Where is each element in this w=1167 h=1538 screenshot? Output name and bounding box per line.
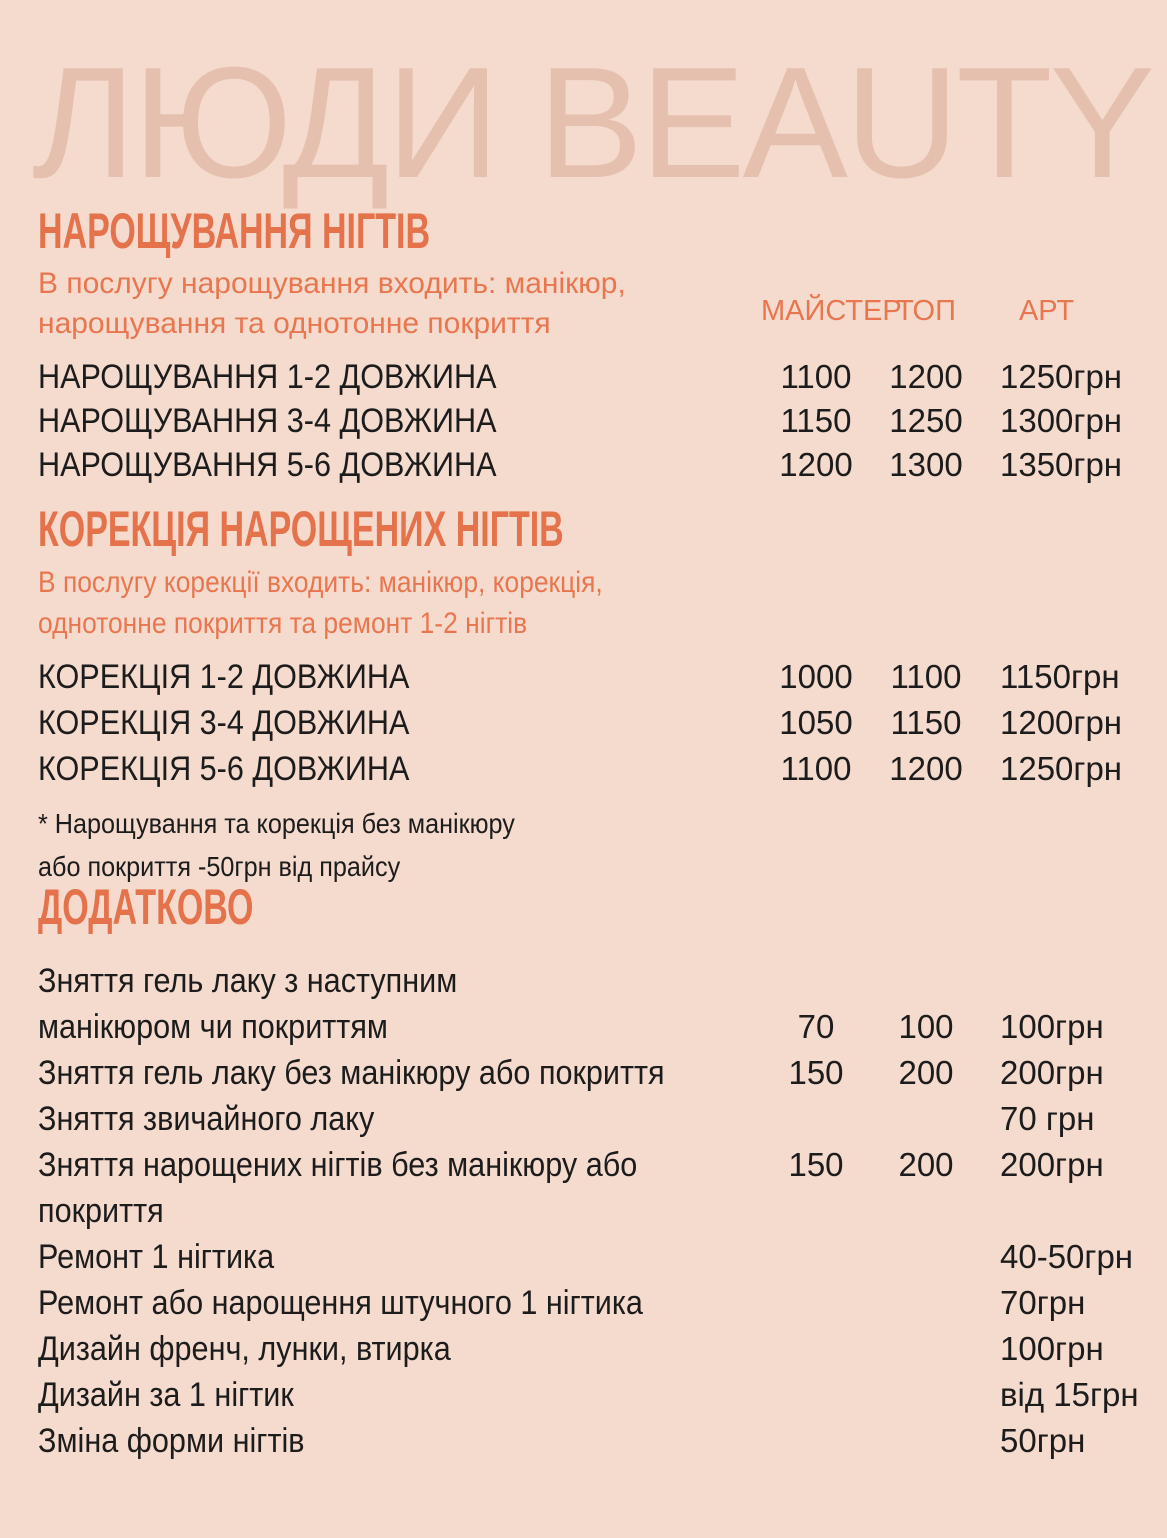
service-name: Зняття гель лаку без манікюру або покриття [38,1054,665,1092]
section-rows [38,658,1123,796]
section-rows [38,358,1123,490]
price-art: 70грн [1000,1284,1086,1321]
section-description-line: В послугу нарощування входить: манікюр, [38,267,626,300]
column-header-top: ТОП [896,295,956,327]
price-row [38,446,1123,490]
price-row [38,1376,1139,1422]
price-top: 1250 [889,402,963,439]
service-name: Дизайн за 1 нігтик [38,1376,294,1414]
price-row [38,1054,1112,1100]
service-name: манікюром чи покриттям [38,1008,388,1046]
price-top: 100 [898,1008,954,1045]
price-row [38,1100,1112,1146]
price-row [38,1192,1112,1238]
service-name: НАРОЩУВАННЯ 5-6 ДОВЖИНА [38,446,497,484]
service-name: НАРОЩУВАННЯ 3-4 ДОВЖИНА [38,402,497,440]
section-description-line: однотонне покриття та ремонт 1-2 нігтів [38,607,528,640]
footnote-line: або покриття -50грн від прайсу [38,851,401,882]
service-name: покриття [38,1192,164,1230]
price-master: 1200 [779,446,853,483]
column-header-art: АРТ [1018,295,1075,327]
price-section [38,501,1123,888]
price-section [38,879,1139,1468]
price-row [38,750,1123,796]
section-description-line: нарощування та однотонне покриття [38,307,551,340]
price-master: 1150 [780,402,852,439]
price-art: 200грн [1000,1054,1104,1091]
service-name: КОРЕКЦІЯ 3-4 ДОВЖИНА [38,704,410,742]
price-master: 70 [797,1008,835,1045]
price-art: 1250грн [1000,358,1123,395]
price-art: 100грн [1000,1008,1104,1045]
section-description-line: В послугу корекції входить: манікюр, корекція, [38,566,603,599]
price-row [38,1422,1112,1468]
price-row [38,704,1123,750]
price-top: 1200 [889,750,963,787]
price-master: 1050 [779,704,853,741]
column-header-master: МАЙСТЕР [761,295,902,327]
service-name: Ремонт або нарощення штучного 1 нігтика [38,1284,643,1322]
price-section [38,203,1123,490]
price-art: 70 грн [1000,1100,1095,1137]
service-name: Зняття гель лаку з наступним [38,962,458,1000]
section-description [38,562,1112,644]
price-top: 200 [898,1146,954,1183]
price-top: 1100 [890,658,962,695]
price-art: 50грн [1000,1422,1086,1459]
price-art: 100грн [1000,1330,1104,1367]
price-top: 1200 [889,358,963,395]
price-row [38,1008,1112,1054]
price-row [38,402,1123,446]
price-art: 1250грн [1000,750,1123,787]
section-title: ДОДАТКОВО [38,879,254,935]
price-top: 200 [898,1054,954,1091]
price-art: 1350грн [1000,446,1123,483]
price-row [38,962,1112,1008]
price-art: 1150грн [1000,658,1120,695]
price-art: від 15грн [1000,1376,1139,1413]
service-name: КОРЕКЦІЯ 1-2 ДОВЖИНА [38,658,410,696]
price-art: 1200грн [1000,704,1123,741]
service-name: Зміна форми нігтів [38,1422,305,1460]
section-rows [38,962,1139,1468]
price-row [38,658,1120,704]
brand-watermark: ЛЮДИ BEAUTY [32,35,1152,211]
service-name: Зняття звичайного лаку [38,1100,375,1138]
price-master: 150 [788,1054,844,1091]
price-master: 1000 [779,658,853,695]
section-title: НАРОЩУВАННЯ НІГТІВ [38,203,431,259]
price-master: 1100 [780,358,852,395]
price-row [38,1238,1134,1284]
price-art: 200грн [1000,1146,1104,1183]
price-row [38,1330,1112,1376]
price-row [38,1146,1112,1192]
section-footnote [38,802,1112,888]
service-name: НАРОЩУВАННЯ 1-2 ДОВЖИНА [38,358,497,396]
price-row [38,1284,1112,1330]
price-art: 40-50грн [1000,1238,1134,1275]
service-name: Зняття нарощених нігтів без манікюру або [38,1146,638,1184]
column-headers [761,295,1112,328]
price-art: 1300грн [1000,402,1123,439]
footnote-line: * Нарощування та корекція без манікюру [38,808,515,839]
price-master: 1100 [780,750,852,787]
price-top: 1150 [890,704,962,741]
service-name: Ремонт 1 нігтика [38,1238,275,1276]
price-row [38,358,1123,402]
service-name: КОРЕКЦІЯ 5-6 ДОВЖИНА [38,750,410,788]
price-top: 1300 [889,446,963,483]
section-title: КОРЕКЦІЯ НАРОЩЕНИХ НІГТІВ [38,501,564,557]
price-master: 150 [788,1146,844,1183]
service-name: Дизайн френч, лунки, втирка [38,1330,451,1368]
